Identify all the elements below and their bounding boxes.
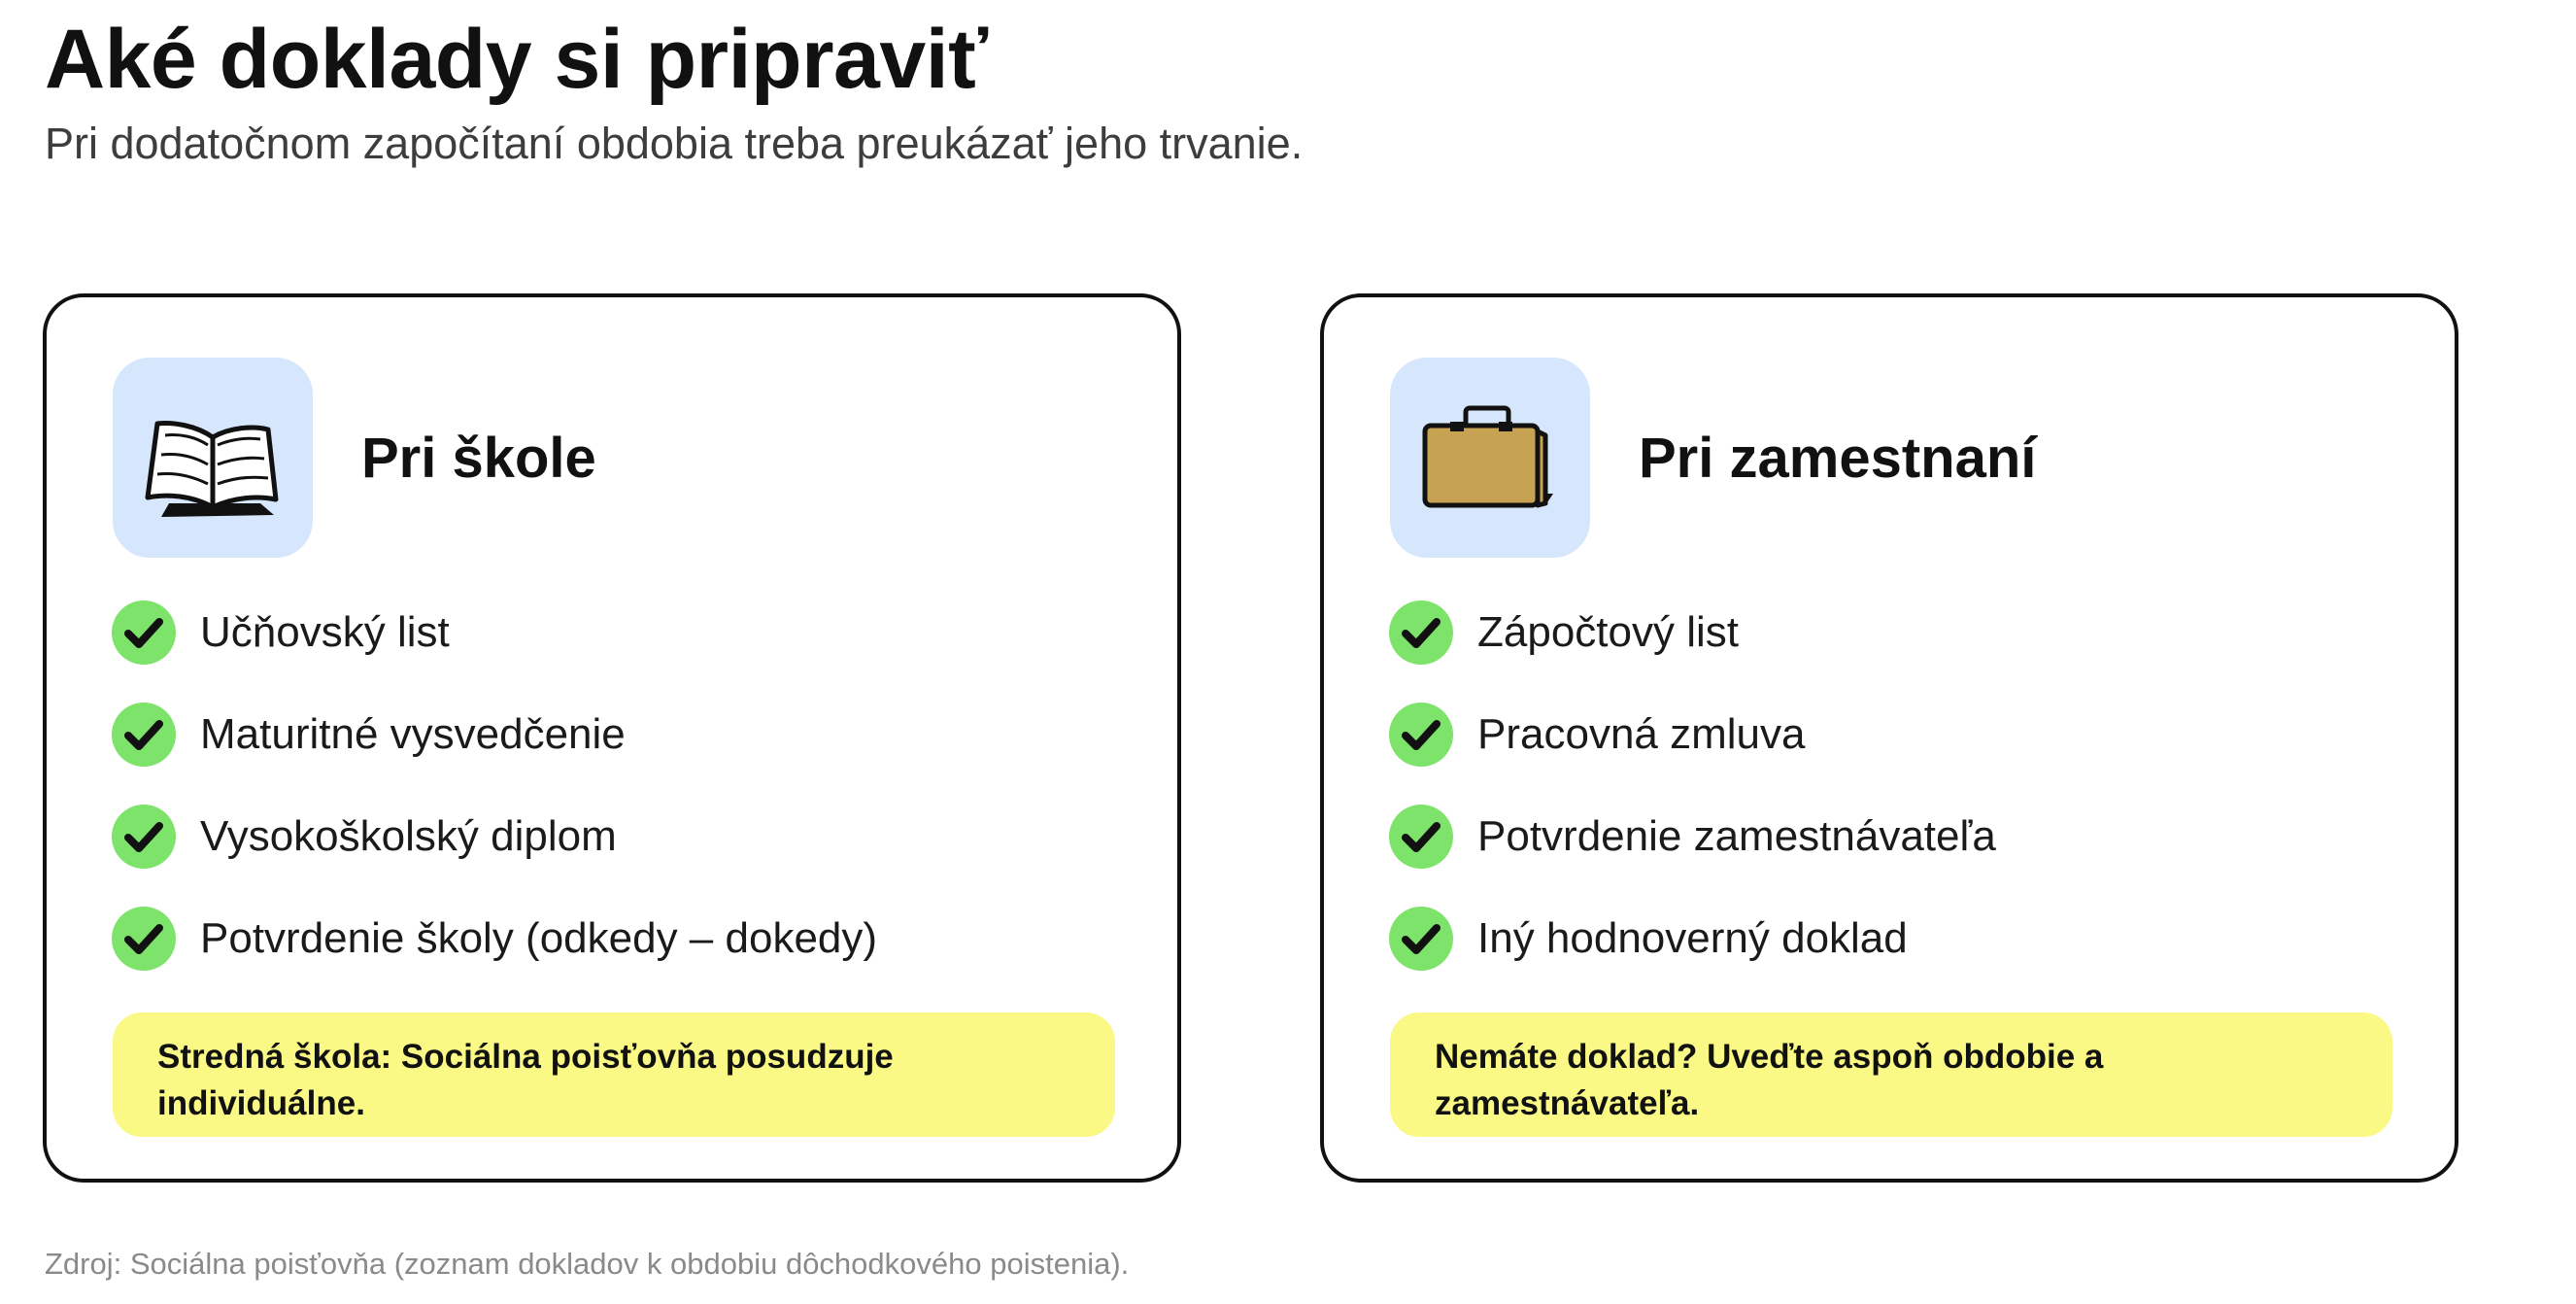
source-note: Zdroj: Sociálna poisťovňa (zoznam dokladov k obdobiu dôchodkového poistenia). [45,1247,1130,1281]
list-item-label: Vysokoškolský diplom [200,811,617,860]
note-text: Nemáte doklad? Uveďte aspoň obdobie a zamestnávateľa. [1435,1038,2104,1122]
document-list [1388,581,1996,989]
icon-tile-employment [1390,358,1590,558]
list-item [1388,785,1996,887]
list-item [111,683,877,785]
note-box [1390,1012,2392,1137]
open-book-icon [113,358,313,558]
briefcase-icon [1390,358,1590,558]
list-item [111,887,877,989]
list-item-label: Zápočtový list [1477,607,1739,656]
checkmark-icon [1388,600,1454,666]
checkmark-icon [111,702,177,768]
icon-tile-school [113,358,313,558]
list-item [111,581,877,683]
checkmark-icon [1388,804,1454,870]
page-title: Aké doklady si pripraviť [45,13,988,106]
list-item [1388,683,1996,785]
list-item-label: Potvrdenie školy (odkedy – dokedy) [200,913,878,962]
checkmark-icon [111,600,177,666]
list-item-label: Potvrdenie zamestnávateľa [1477,811,1996,860]
note-text: Stredná škola: Sociálna poisťovňa posudzuje individuálne. [157,1038,894,1122]
document-list [111,581,877,989]
list-item-label: Maturitné vysvedčenie [200,709,626,758]
card-employment [1320,293,2458,1183]
list-item-label: Iný hodnoverný doklad [1477,913,1908,962]
list-item [1388,887,1996,989]
card-title: Pri škole [361,427,596,490]
card-title: Pri zamestnaní [1639,427,2037,490]
checkmark-icon [111,906,177,972]
list-item [111,785,877,887]
checkmark-icon [1388,906,1454,972]
card-school [43,293,1181,1183]
page-subtitle: Pri dodatočnom započítaní obdobia treba preukázať jeho trvanie. [45,119,1304,168]
list-item [1388,581,1996,683]
checkmark-icon [1388,702,1454,768]
note-box [113,1012,1115,1137]
list-item-label: Učňovský list [200,607,450,656]
checkmark-icon [111,804,177,870]
list-item-label: Pracovná zmluva [1477,709,1806,758]
